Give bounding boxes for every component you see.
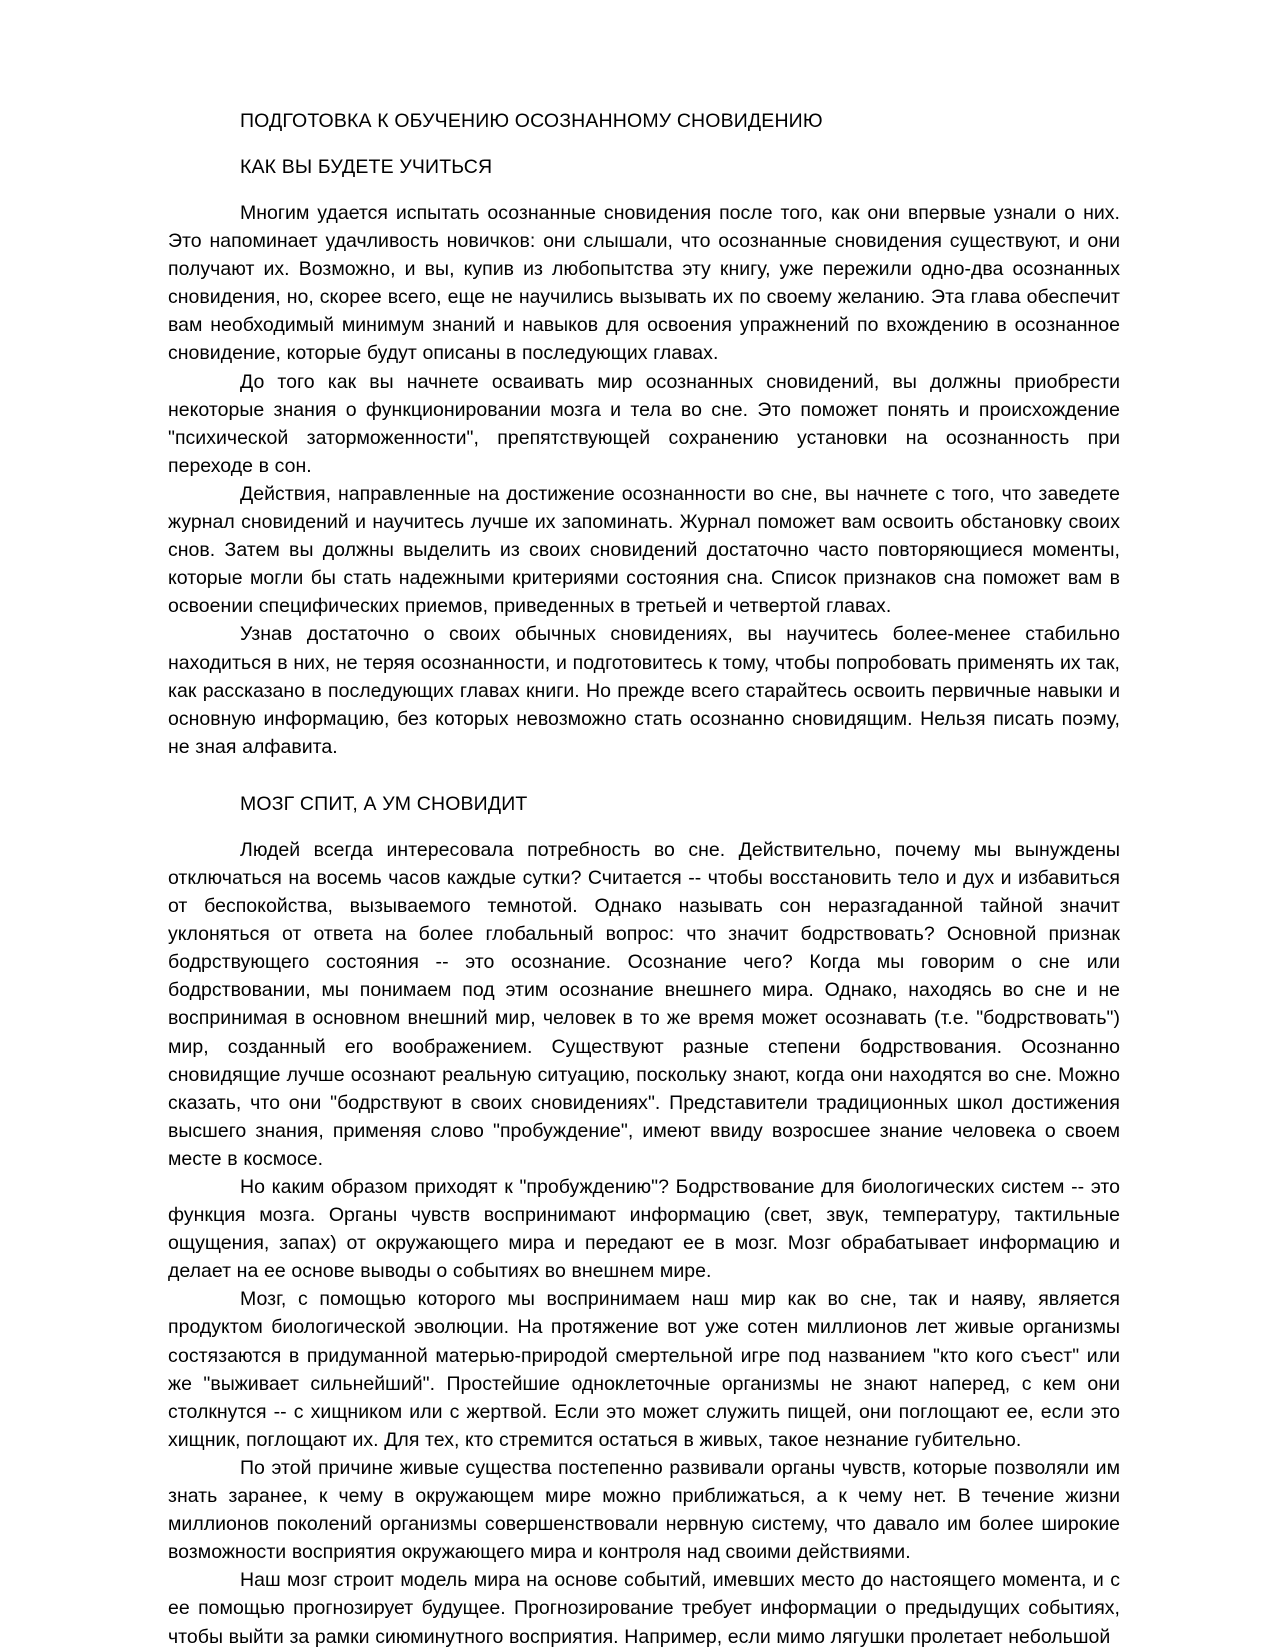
page-title: ПОДГОТОВКА К ОБУЧЕНИЮ ОСОЗНАННОМУ СНОВИДЕНИЮ [240, 110, 823, 132]
paragraph: Мозг, с помощью которого мы воспринимаем наш мир как во сне, так и наяву, является продуктом биологической эволюции. На протяжение вот уже сотен миллионов лет живые организмы состязаются в придуманной матерью-природой смертельной игре под названием "кто кого съест" или же "выживает сильнейший". Простейшие одноклеточные организмы не знают наперед, с кем они столкнутся -- с хищником или с жертвой. Если это может служить пищей, они поглощают ее, если это хищник, поглощают их. Для тех, кто стремится остаться в живых, такое незнание губительно. [168, 1288, 1120, 1451]
paragraph: Узнав достаточно о своих обычных сновидениях, вы научитесь более-менее стабильно находиться в них, не теряя осознанности, и подготовитесь к тому, чтобы попробовать применять их так, как рассказано в последующих главах книги. Но прежде всего старайтесь освоить первичные навыки и основную информацию, без которых невозможно стать осознанно сновидящим. Нельзя писать поэму, не зная алфавита. [168, 623, 1120, 758]
paragraph: Наш мозг строит модель мира на основе событий, имевших место до настоящего момента, и с ее помощью прогнозирует будущее. Прогнозирование требует информации о предыдущих событиях, чтобы выйти за рамки сиюминутного восприятия. Например, если мимо лягушки пролетает небольшой [168, 1569, 1120, 1648]
document-body [168, 108, 1120, 1650]
spacer [168, 134, 1120, 154]
section-heading-how-you-will-learn: КАК ВЫ БУДЕТЕ УЧИТЬСЯ [240, 156, 493, 178]
spacer [168, 761, 1120, 791]
paragraph: Людей всегда интересовала потребность во сне. Действительно, почему мы вынуждены отключаться на восемь часов каждые сутки? Считается -- чтобы восстановить тело и дух и избавиться от беспокойства, вызываемого темнотой. Однако называть сон неразгаданной тайной значит уклоняться от ответа на более глобальный вопрос: что значит бодрствовать? Основной признак бодрствующего состояния -- это осознание. Осознание чего? Когда мы говорим о сне или бодрствовании, мы понимаем под этим осознание внешнего мира. Однако, находясь во сне и не воспринимая в основном внешний мир, человек в то же время может осознавать (т.е. "бодрствовать") мир, созданный его воображением. Существуют разные степени бодрствования. Осознанно сновидящие лучше осознают реальную ситуацию, поскольку знают, когда они находятся во сне. Можно сказать, что они "бодрствуют в своих сновидениях". Представители традиционных школ достижения высшего знания, применяя слово "пробуждение", имеют ввиду возросшее знание человека о своем месте в космосе. [168, 838, 1120, 1170]
spacer [168, 180, 1120, 199]
paragraph: Действия, направленные на достижение осознанности во сне, вы начнете с того, что заведете журнал сновидений и научитесь лучше их запоминать. Журнал поможет вам освоить обстановку своих снов. Затем вы должны выделить из своих сновидений достаточно часто повторяющиеся моменты, которые могли бы стать надежными критериями состояния сна. Список признаков сна поможет вам в освоении специфических приемов, приведенных в третьей и четвертой главах. [168, 482, 1120, 618]
section-heading-brain-sleeps-mind-dreams: МОЗГ СПИТ, А УМ СНОВИДИТ [240, 792, 528, 815]
paragraph: По этой причине живые существа постепенно развивали органы чувств, которые позволяли им знать заранее, к чему в окружающем мире можно приближаться, а к чему нет. В течение жизни миллионов поколений организмы совершенствовали нервную систему, что давало им более широкие возможности восприятия окружающего мира и контроля над своими действиями. [168, 1456, 1120, 1564]
spacer [168, 817, 1120, 836]
paragraph: До того как вы начнете осваивать мир осознанных сновидений, вы должны приобрести некоторые знания о функционировании мозга и тела во сне. Это поможет понять и происхождение "психической заторможенности", препятствующей сохранению установки на осознанность при переходе в сон. [168, 370, 1120, 477]
paragraph: Многим удается испытать осознанные сновидения после того, как они впервые узнали о них. Это напоминает удачливость новичков: они слышали, что осознанные сновидения существуют, и они получают их. Возможно, и вы, купив из любопытства эту книгу, уже пережили одно-два осознанных сновидения, но, скорее всего, еще не научились вызывать их по своему желанию. Эта глава обеспечит вам необходимый минимум знаний и навыков для освоения упражнений по вхождению в осознанное сновидение, которые будут описаны в последующих главах. [168, 202, 1120, 365]
paragraph: Но каким образом приходят к "пробуждению"? Бодрствование для биологических систем -- это функция мозга. Органы чувств воспринимают информацию (свет, звук, температуру, тактильные ощущения, запах) от окружающего мира и передают ее в мозг. Мозг обрабатывает информацию и делает на ее основе выводы о событиях во внешнем мире. [168, 1176, 1120, 1283]
